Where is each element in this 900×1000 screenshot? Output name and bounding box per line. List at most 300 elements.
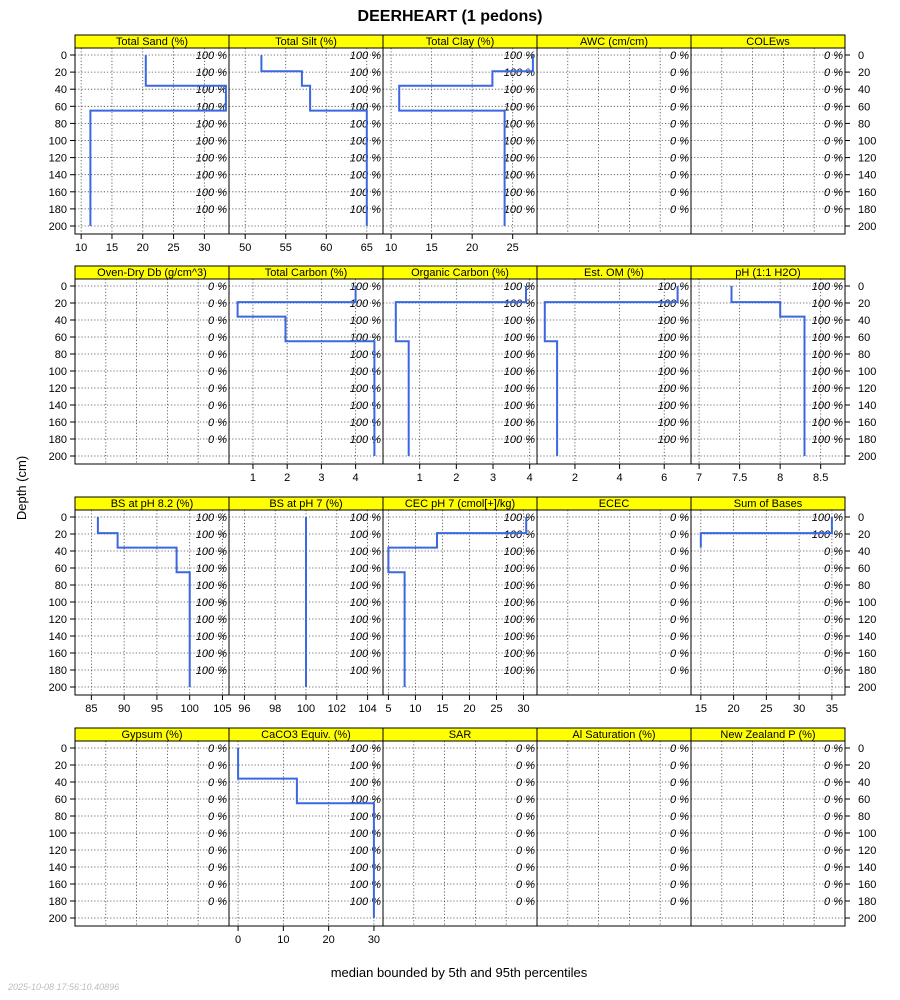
panel-row xyxy=(49,728,877,946)
y-tick-label: 200 xyxy=(48,451,67,463)
percent-label: 100 % xyxy=(195,203,227,216)
y-axis-label: Depth (cm) xyxy=(14,455,29,521)
percent-label: 100 % xyxy=(195,614,227,626)
percent-label: 0 % xyxy=(516,879,535,891)
y-tick-label: 20 xyxy=(54,529,67,541)
percent-label: 100 % xyxy=(503,366,535,378)
x-tick-label: 10 xyxy=(409,703,422,715)
percent-label: 100 % xyxy=(195,118,227,131)
percent-label: 100 % xyxy=(195,512,227,524)
x-tick-label: 0 xyxy=(234,934,242,946)
panel-frame xyxy=(537,741,691,926)
percent-label: 0 % xyxy=(824,135,843,148)
x-tick-label: 15 xyxy=(436,703,449,715)
y-tick-label: 120 xyxy=(48,614,67,626)
x-tick-label: 20 xyxy=(727,703,740,715)
y-tick-label: 160 xyxy=(48,186,67,199)
percent-label: 100 % xyxy=(503,597,535,609)
panel xyxy=(691,728,845,926)
percent-label: 0 % xyxy=(670,84,689,97)
percent-label: 100 % xyxy=(503,169,535,182)
y-tick-label: 200 xyxy=(48,221,67,233)
panel-strip-label: Organic Carbon (%) xyxy=(411,267,509,279)
y-tick-label: 100 xyxy=(48,135,67,148)
y-tick-label-right: 60 xyxy=(858,563,871,575)
y-tick-label-right: 0 xyxy=(858,281,865,293)
y-tick-label: 200 xyxy=(48,913,67,925)
y-tick-label-right: 40 xyxy=(858,546,871,558)
x-tick-label: 2 xyxy=(453,472,460,484)
x-tick-label: 1 xyxy=(416,472,423,484)
percent-label: 100 % xyxy=(349,845,381,857)
percent-label: 100 % xyxy=(503,50,535,62)
percent-label: 100 % xyxy=(349,879,381,891)
x-tick-label: 10 xyxy=(384,242,398,254)
panel xyxy=(229,497,383,715)
percent-label: 100 % xyxy=(349,298,381,310)
percent-label: 100 % xyxy=(195,563,227,575)
x-tick-label: 15 xyxy=(694,703,707,715)
percent-label: 0 % xyxy=(670,777,689,789)
percent-label: 0 % xyxy=(824,743,843,755)
y-tick-label-right: 60 xyxy=(858,332,871,344)
y-tick-label-right: 200 xyxy=(858,682,877,694)
percent-label: 0 % xyxy=(516,794,535,806)
percent-label: 0 % xyxy=(670,828,689,840)
y-tick-label-right: 0 xyxy=(858,512,865,524)
y-tick-label-right: 100 xyxy=(858,366,877,378)
x-tick-label: 25 xyxy=(760,703,773,715)
percent-label: 100 % xyxy=(349,794,381,806)
percent-label: 100 % xyxy=(503,580,535,592)
panel xyxy=(691,35,845,234)
y-tick-label: 40 xyxy=(54,777,67,789)
panel-strip-label: Gypsum (%) xyxy=(121,729,183,741)
panel-frame xyxy=(75,741,229,926)
y-tick-label-right: 120 xyxy=(858,845,877,857)
x-tick-label: 4 xyxy=(352,472,359,484)
percent-label: 100 % xyxy=(811,332,843,344)
percent-label: 100 % xyxy=(349,743,381,755)
percent-label: 100 % xyxy=(503,434,535,446)
panel-strip-label: BS at pH 7 (%) xyxy=(269,498,343,510)
panel-frame xyxy=(691,48,845,234)
percent-label: 100 % xyxy=(349,84,381,97)
x-tick-label: 35 xyxy=(825,703,839,715)
percent-label: 0 % xyxy=(824,580,843,592)
percent-label: 0 % xyxy=(824,614,843,626)
percent-label: 0 % xyxy=(670,512,689,524)
percent-label: 100 % xyxy=(811,349,843,361)
x-tick-label: 20 xyxy=(136,242,149,254)
percent-label: 0 % xyxy=(208,332,227,344)
x-tick-label: 100 xyxy=(180,703,199,715)
x-tick-label: 15 xyxy=(105,242,119,254)
y-tick-label-right: 20 xyxy=(858,67,871,80)
percent-label: 100 % xyxy=(657,400,689,412)
percent-label: 0 % xyxy=(670,743,689,755)
y-tick-label: 0 xyxy=(60,512,67,524)
panel xyxy=(537,266,691,484)
y-tick-label: 20 xyxy=(54,67,67,80)
percent-label: 100 % xyxy=(503,118,535,131)
percent-label: 100 % xyxy=(503,135,535,148)
panel-strip-label: Al Saturation (%) xyxy=(572,729,656,741)
x-tick-label: 20 xyxy=(466,242,479,254)
percent-label: 0 % xyxy=(516,845,535,857)
y-tick-label-right: 200 xyxy=(858,451,877,463)
y-tick-label: 120 xyxy=(48,845,67,857)
panel-grid xyxy=(49,35,877,946)
percent-label: 100 % xyxy=(811,529,843,541)
y-tick-label-right: 180 xyxy=(858,665,877,677)
y-tick-label: 80 xyxy=(54,811,67,823)
x-tick-label: 100 xyxy=(296,703,316,715)
percent-label: 100 % xyxy=(503,152,535,165)
x-tick-label: 98 xyxy=(269,703,282,715)
percent-label: 100 % xyxy=(503,281,535,293)
percent-label: 0 % xyxy=(516,828,535,840)
percent-label: 100 % xyxy=(349,811,381,823)
panel-frame xyxy=(383,741,537,926)
percent-label: 100 % xyxy=(195,580,227,592)
y-tick-label: 180 xyxy=(48,434,67,446)
y-tick-label-right: 120 xyxy=(858,614,877,626)
panel xyxy=(75,35,229,254)
y-tick-label: 100 xyxy=(48,828,67,840)
y-tick-label: 20 xyxy=(54,760,67,772)
percent-label: 0 % xyxy=(516,811,535,823)
percent-label: 100 % xyxy=(349,203,381,216)
y-tick-label: 80 xyxy=(54,118,67,131)
panel-strip-label: Total Carbon (%) xyxy=(264,267,348,279)
panel xyxy=(75,266,229,464)
x-tick-label: 55 xyxy=(279,242,292,254)
y-tick-label-right: 100 xyxy=(858,828,877,840)
percent-label: 100 % xyxy=(349,417,381,429)
percent-label: 100 % xyxy=(503,512,535,524)
y-tick-label: 40 xyxy=(54,315,67,327)
x-tick-label: 102 xyxy=(327,703,346,715)
percent-label: 0 % xyxy=(670,203,689,216)
figure-title: DEERHEART (1 pedons) xyxy=(357,8,543,25)
percent-label: 0 % xyxy=(670,597,689,609)
x-tick-label: 2 xyxy=(571,472,579,484)
panel xyxy=(383,728,537,926)
percent-label: 0 % xyxy=(516,862,535,874)
percent-label: 0 % xyxy=(208,383,227,395)
percent-label: 0 % xyxy=(824,845,843,857)
percent-label: 0 % xyxy=(208,879,227,891)
percent-label: 0 % xyxy=(208,434,227,446)
y-tick-label-right: 60 xyxy=(858,794,871,806)
y-tick-label-right: 20 xyxy=(858,298,871,310)
panel-strip-label: ECEC xyxy=(598,498,630,510)
percent-label: 0 % xyxy=(670,879,689,891)
percent-label: 100 % xyxy=(195,529,227,541)
percent-label: 100 % xyxy=(349,281,381,293)
percent-label: 0 % xyxy=(670,169,689,182)
percent-label: 100 % xyxy=(657,281,689,293)
y-tick-label-right: 180 xyxy=(858,896,877,908)
percent-label: 100 % xyxy=(349,614,381,626)
percent-label: 100 % xyxy=(657,434,689,446)
percent-label: 100 % xyxy=(349,366,381,378)
percent-label: 0 % xyxy=(824,563,843,575)
panel xyxy=(75,497,232,715)
percent-label: 0 % xyxy=(670,614,689,626)
percent-label: 0 % xyxy=(824,101,843,114)
percent-label: 0 % xyxy=(670,648,689,660)
y-tick-label-right: 140 xyxy=(858,400,877,412)
x-tick-label: 96 xyxy=(238,703,251,715)
y-tick-label-right: 100 xyxy=(858,135,877,148)
y-tick-label: 100 xyxy=(48,366,67,378)
percent-label: 0 % xyxy=(824,84,843,97)
y-tick-label-right: 140 xyxy=(858,862,877,874)
percent-label: 100 % xyxy=(349,760,381,772)
x-tick-label: 30 xyxy=(793,703,806,715)
percent-label: 100 % xyxy=(349,152,381,165)
percent-label: 0 % xyxy=(670,101,689,114)
percent-label: 0 % xyxy=(208,298,227,310)
y-tick-label: 0 xyxy=(60,281,67,293)
percent-label: 100 % xyxy=(195,631,227,643)
x-tick-label: 7 xyxy=(696,472,703,484)
percent-label: 0 % xyxy=(670,186,689,199)
percent-label: 100 % xyxy=(811,298,843,310)
x-tick-label: 60 xyxy=(320,242,333,254)
panel xyxy=(691,266,845,484)
percent-label: 0 % xyxy=(670,665,689,677)
y-tick-label-right: 80 xyxy=(858,349,871,361)
y-tick-label: 180 xyxy=(48,896,67,908)
percent-label: 0 % xyxy=(824,794,843,806)
x-tick-label: 7.5 xyxy=(731,472,748,484)
percent-label: 100 % xyxy=(657,417,689,429)
y-tick-label-right: 100 xyxy=(858,597,877,609)
x-tick-label: 20 xyxy=(463,703,476,715)
panel-frame xyxy=(537,510,691,695)
percent-label: 100 % xyxy=(503,203,535,216)
percent-label: 100 % xyxy=(503,563,535,575)
percent-label: 100 % xyxy=(503,67,535,80)
x-tick-label: 90 xyxy=(118,703,131,715)
percent-label: 100 % xyxy=(349,828,381,840)
percent-label: 0 % xyxy=(824,186,843,199)
percent-label: 100 % xyxy=(503,400,535,412)
percent-label: 100 % xyxy=(195,152,227,165)
panel xyxy=(229,266,383,484)
percent-label: 100 % xyxy=(349,862,381,874)
panel xyxy=(229,35,383,254)
percent-label: 0 % xyxy=(824,811,843,823)
percent-label: 0 % xyxy=(824,203,843,216)
percent-label: 100 % xyxy=(811,366,843,378)
y-tick-label-right: 160 xyxy=(858,648,877,660)
percent-label: 0 % xyxy=(670,529,689,541)
timestamp: 2025-10-08 17:56:10.40896 xyxy=(8,982,120,992)
percent-label: 0 % xyxy=(824,828,843,840)
panel-frame xyxy=(691,741,845,926)
y-tick-label: 100 xyxy=(48,597,67,609)
percent-label: 100 % xyxy=(349,332,381,344)
percent-label: 100 % xyxy=(503,665,535,677)
percent-label: 100 % xyxy=(811,315,843,327)
percent-label: 0 % xyxy=(824,67,843,80)
percent-label: 100 % xyxy=(195,50,227,62)
percent-label: 0 % xyxy=(208,366,227,378)
percent-label: 100 % xyxy=(349,67,381,80)
percent-label: 100 % xyxy=(811,417,843,429)
percent-label: 0 % xyxy=(208,811,227,823)
percent-label: 100 % xyxy=(503,529,535,541)
percent-label: 100 % xyxy=(349,777,381,789)
x-tick-label: 50 xyxy=(239,242,252,254)
percent-label: 100 % xyxy=(195,648,227,660)
y-tick-label: 40 xyxy=(54,84,67,97)
x-tick-label: 3 xyxy=(489,472,497,484)
percent-label: 100 % xyxy=(349,383,381,395)
percent-label: 0 % xyxy=(670,811,689,823)
panel-strip-label: CEC pH 7 (cmol[+]/kg) xyxy=(404,498,516,510)
percent-label: 0 % xyxy=(670,546,689,558)
percent-label: 0 % xyxy=(670,135,689,148)
percent-label: 0 % xyxy=(824,665,843,677)
percent-label: 100 % xyxy=(503,84,535,97)
y-tick-label: 120 xyxy=(48,152,67,165)
median-profile-line xyxy=(98,517,190,687)
percent-label: 100 % xyxy=(349,50,381,62)
percent-label: 100 % xyxy=(349,135,381,148)
panel-row xyxy=(49,266,877,484)
percent-label: 100 % xyxy=(349,315,381,327)
y-tick-label-right: 160 xyxy=(858,186,877,199)
percent-label: 100 % xyxy=(657,383,689,395)
x-tick-label: 3 xyxy=(318,472,325,484)
panel-strip-label: SAR xyxy=(448,729,472,741)
x-tick-label: 4 xyxy=(526,472,533,484)
percent-label: 0 % xyxy=(516,777,535,789)
percent-label: 0 % xyxy=(824,760,843,772)
x-tick-label: 85 xyxy=(85,703,98,715)
panel-strip-label: pH (1:1 H2O) xyxy=(735,267,801,279)
percent-label: 100 % xyxy=(811,383,843,395)
percent-label: 100 % xyxy=(503,315,535,327)
percent-label: 100 % xyxy=(503,546,535,558)
x-tick-label: 8.5 xyxy=(813,472,829,484)
percent-label: 100 % xyxy=(349,118,381,131)
percent-label: 0 % xyxy=(670,845,689,857)
x-tick-label: 104 xyxy=(358,703,377,715)
y-tick-label-right: 40 xyxy=(858,315,871,327)
percent-label: 0 % xyxy=(824,879,843,891)
y-tick-label-right: 20 xyxy=(858,529,871,541)
y-tick-label: 140 xyxy=(48,400,67,412)
x-tick-label: 8 xyxy=(777,472,784,484)
y-tick-label-right: 180 xyxy=(858,434,877,446)
y-tick-label: 200 xyxy=(48,682,67,694)
x-tick-label: 1 xyxy=(249,472,257,484)
percent-label: 0 % xyxy=(670,50,689,62)
x-tick-label: 2 xyxy=(284,472,291,484)
percent-label: 0 % xyxy=(824,118,843,131)
panel-strip-label: Total Clay (%) xyxy=(425,36,495,48)
y-tick-label-right: 120 xyxy=(858,152,877,165)
y-tick-label-right: 40 xyxy=(858,84,871,97)
percent-label: 100 % xyxy=(349,529,381,541)
percent-label: 0 % xyxy=(824,896,843,908)
percent-label: 0 % xyxy=(208,760,227,772)
percent-label: 100 % xyxy=(349,597,381,609)
panel-strip-label: New Zealand P (%) xyxy=(720,729,816,741)
percent-label: 0 % xyxy=(670,563,689,575)
panel xyxy=(75,728,229,926)
x-tick-label: 5 xyxy=(385,703,392,715)
y-tick-label-right: 0 xyxy=(858,743,865,755)
y-tick-label: 180 xyxy=(48,203,67,216)
y-tick-label-right: 160 xyxy=(858,417,877,429)
y-tick-label-right: 140 xyxy=(858,631,877,643)
percent-label: 0 % xyxy=(516,760,535,772)
percent-label: 100 % xyxy=(349,434,381,446)
y-tick-label: 140 xyxy=(48,169,67,182)
y-tick-label: 0 xyxy=(60,743,67,755)
y-tick-label: 60 xyxy=(54,332,67,344)
percent-label: 100 % xyxy=(811,512,843,524)
y-tick-label-right: 200 xyxy=(858,913,877,925)
panel-frame xyxy=(537,48,691,234)
percent-label: 0 % xyxy=(208,315,227,327)
percent-label: 0 % xyxy=(824,152,843,165)
panel-strip-label: BS at pH 8.2 (%) xyxy=(110,498,194,510)
x-tick-label: 20 xyxy=(322,934,335,946)
percent-label: 100 % xyxy=(195,665,227,677)
y-tick-label: 40 xyxy=(54,546,67,558)
y-tick-label: 0 xyxy=(60,50,67,62)
panel xyxy=(537,35,691,234)
percent-label: 100 % xyxy=(811,281,843,293)
percent-label: 0 % xyxy=(670,580,689,592)
percent-label: 100 % xyxy=(195,597,227,609)
percent-label: 100 % xyxy=(349,665,381,677)
percent-label: 100 % xyxy=(349,580,381,592)
y-tick-label: 80 xyxy=(54,580,67,592)
percent-label: 0 % xyxy=(208,845,227,857)
percent-label: 0 % xyxy=(208,417,227,429)
y-tick-label-right: 200 xyxy=(858,221,877,233)
x-tick-label: 30 xyxy=(367,934,381,946)
percent-label: 0 % xyxy=(516,896,535,908)
y-tick-label-right: 160 xyxy=(858,879,877,891)
y-tick-label-right: 0 xyxy=(858,50,865,62)
panel-strip-label: Total Sand (%) xyxy=(115,36,189,48)
y-tick-label: 20 xyxy=(54,298,67,310)
percent-label: 100 % xyxy=(349,546,381,558)
percent-label: 100 % xyxy=(503,332,535,344)
percent-label: 100 % xyxy=(503,383,535,395)
percent-label: 100 % xyxy=(657,349,689,361)
panel-strip-label: COLEws xyxy=(746,36,790,48)
percent-label: 100 % xyxy=(503,101,535,114)
percent-label: 0 % xyxy=(516,743,535,755)
y-tick-label-right: 180 xyxy=(858,203,877,216)
panel xyxy=(691,497,845,715)
percent-label: 100 % xyxy=(811,434,843,446)
x-tick-label: 15 xyxy=(425,242,438,254)
percent-label: 0 % xyxy=(824,50,843,62)
percent-label: 100 % xyxy=(195,101,227,114)
